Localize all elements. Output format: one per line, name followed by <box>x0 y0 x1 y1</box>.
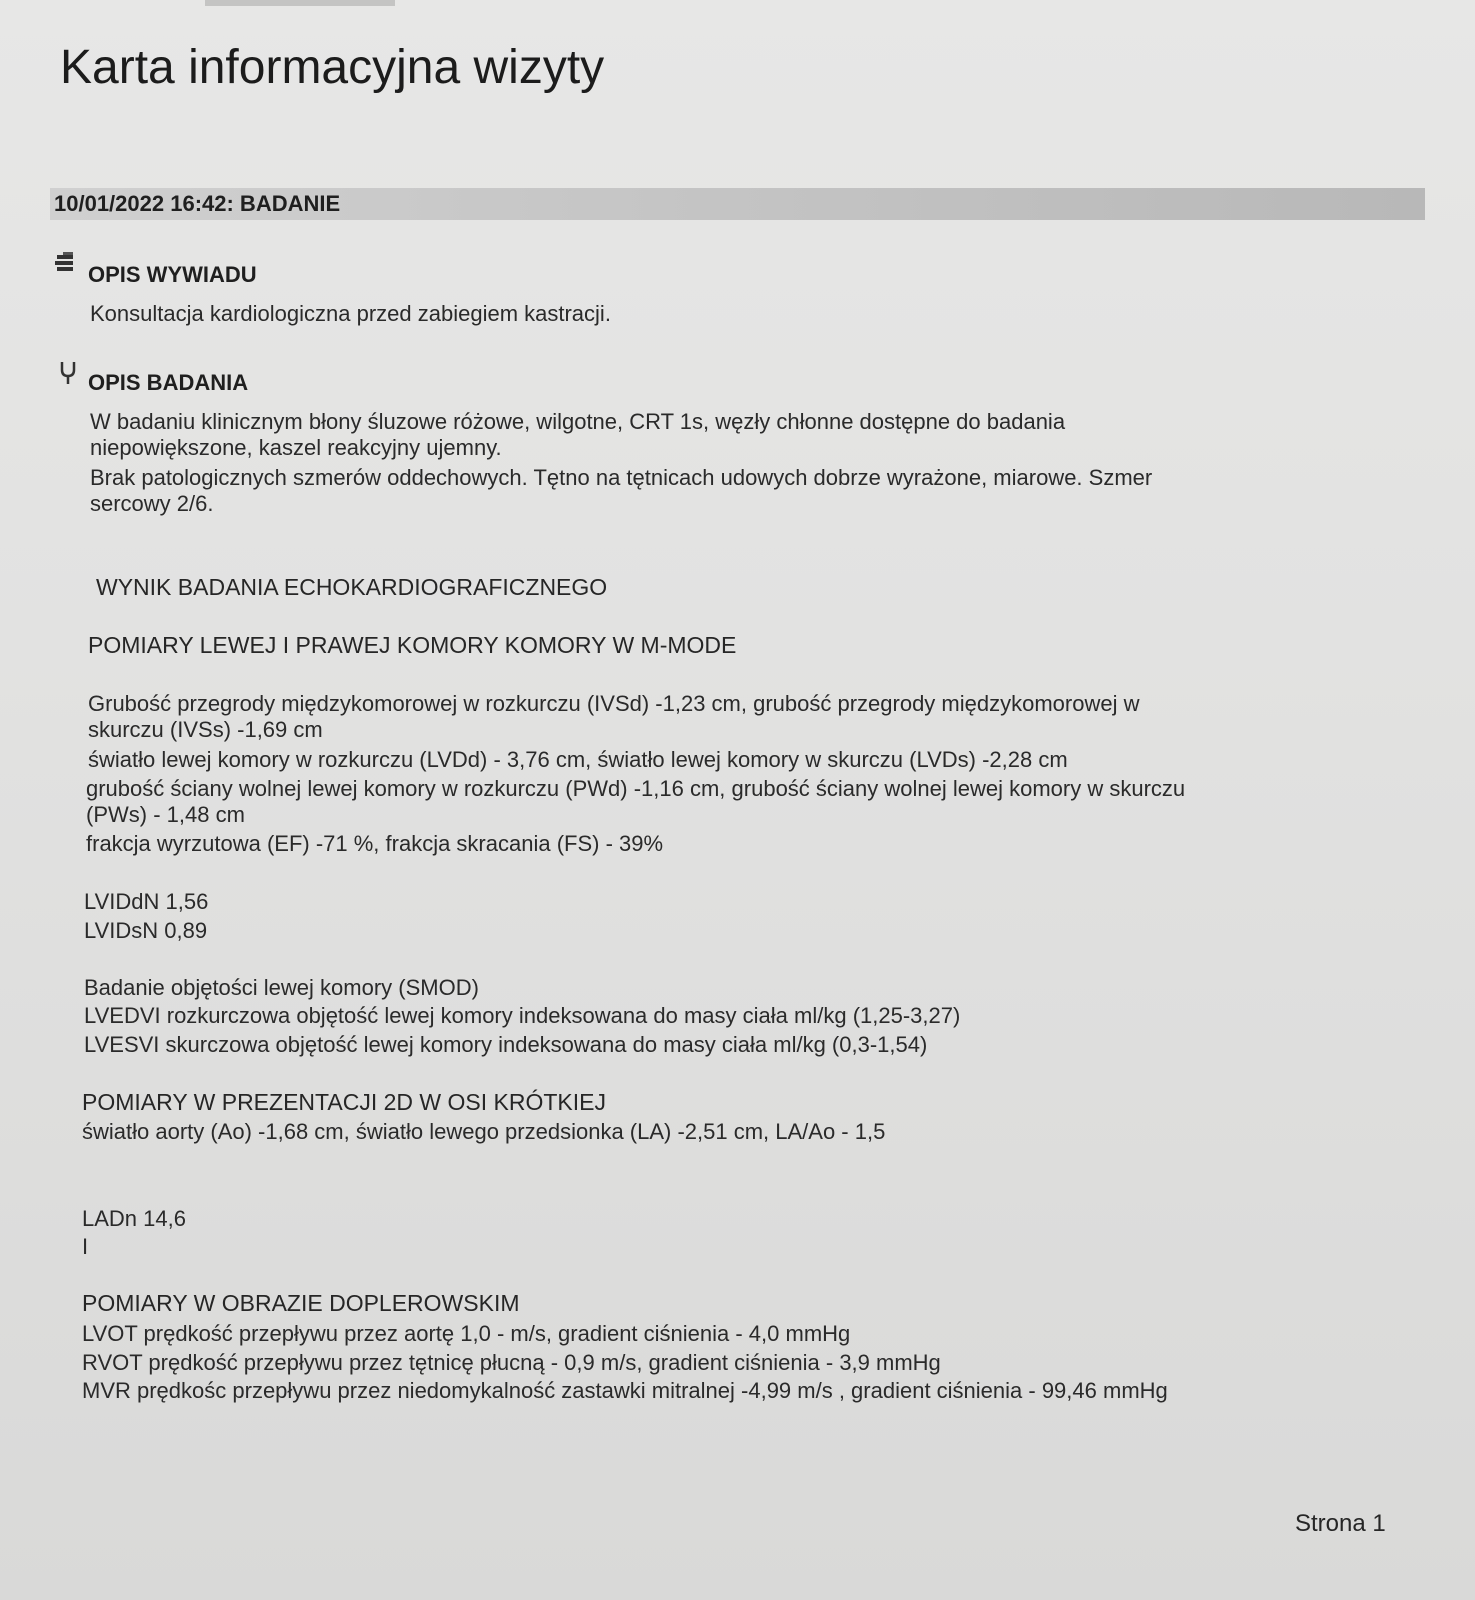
mmode-heading: POMIARY LEWEJ I PRAWEJ KOMORY KOMORY W M-MODE <box>88 632 737 658</box>
interview-text: Konsultacja kardiologiczna przed zabiegiem kastracji. <box>90 301 611 326</box>
examination-title: OPIS BADANIA <box>88 370 249 395</box>
interview-icon <box>54 252 76 278</box>
mmode-line-4: grubość ściany wolnej lewej komory w rozkurczu (PWd) -1,16 cm, grubość ściany wolnej lewej komory w skurczu <box>86 776 1186 801</box>
examination-line-2: niepowiększone, kaszel reakcyjny ujemny. <box>90 435 502 460</box>
doppler-line-2: RVOT prędkość przepływu przez tętnicę płucną - 0,9 m/s, gradient ciśnienia - 3,9 mmHg <box>82 1350 941 1375</box>
page-top-edge <box>205 0 395 6</box>
mmode-line-6: frakcja wyrzutowa (EF) -71 %, frakcja skracania (FS) - 39% <box>86 831 664 856</box>
volume-line-1: Badanie objętości lewej komory (SMOD) <box>84 975 479 1000</box>
mmode-line-3: światło lewej komory w rozkurczu (LVDd) - 3,76 cm, światło lewej komory w skurczu (LVDs) -2,28 cm <box>88 747 1068 772</box>
examination-line-3: Brak patologicznych szmerów oddechowych. Tętno na tętnicach udowych dobrze wyrażone, miarowe. Szmer <box>90 465 1153 490</box>
mmode-line-1: Grubość przegrody międzykomorowej w rozkurczu (IVSd) -1,23 cm, grubość przegrody międzykomorowej w <box>88 691 1140 716</box>
page-number: Strona 1 <box>1295 1510 1386 1537</box>
document-title: Karta informacyjna wizyty <box>60 41 605 94</box>
examination-line-1: W badaniu klinicznym błony śluzowe różowe, wilgotne, CRT 1s, węzły chłonne dostępne do badania <box>90 409 1066 434</box>
ladn-line-marker: I <box>82 1234 89 1259</box>
doppler-line-1: LVOT prędkość przepływu przez aortę 1,0 - m/s, gradient ciśnienia - 4,0 mmHg <box>82 1321 851 1346</box>
stethoscope-icon <box>58 360 80 386</box>
twod-line: światło aorty (Ao) -1,68 cm, światło lewego przedsionka (LA) -2,51 cm, LA/Ao - 1,5 <box>82 1119 886 1144</box>
doppler-line-3: MVR prędkośc przepływu przez niedomykalność zastawki mitralnej -4,99 m/s , gradient ciśnienia - 99,46 mmHg <box>82 1378 1168 1403</box>
volume-line-3: LVESVI skurczowa objętość lewej komory indeksowana do masy ciała ml/kg (0,3-1,54) <box>84 1032 928 1057</box>
volume-line-2: LVEDVI rozkurczowa objętość lewej komory indeksowana do masy ciała ml/kg (1,25-3,27) <box>84 1003 961 1028</box>
twod-heading: POMIARY W PREZENTACJI 2D W OSI KRÓTKIEJ <box>82 1089 606 1115</box>
lvid-line-2: LVIDsN 0,89 <box>84 918 208 943</box>
mmode-line-5: (PWs) - 1,48 cm <box>86 802 245 827</box>
ladn-line: LADn 14,6 <box>82 1206 186 1231</box>
mmode-line-2: skurczu (IVSs) -1,69 cm <box>88 717 323 742</box>
visit-header-bar <box>50 188 1425 220</box>
examination-line-4: sercowy 2/6. <box>90 491 214 516</box>
doppler-heading: POMIARY W OBRAZIE DOPLEROWSKIM <box>82 1290 520 1316</box>
interview-title: OPIS WYWIADU <box>88 262 257 287</box>
echo-title: WYNIK BADANIA ECHOKARDIOGRAFICZNEGO <box>96 574 608 600</box>
lvid-line-1: LVIDdN 1,56 <box>84 889 209 914</box>
visit-header-text: 10/01/2022 16:42: BADANIE <box>54 191 341 216</box>
